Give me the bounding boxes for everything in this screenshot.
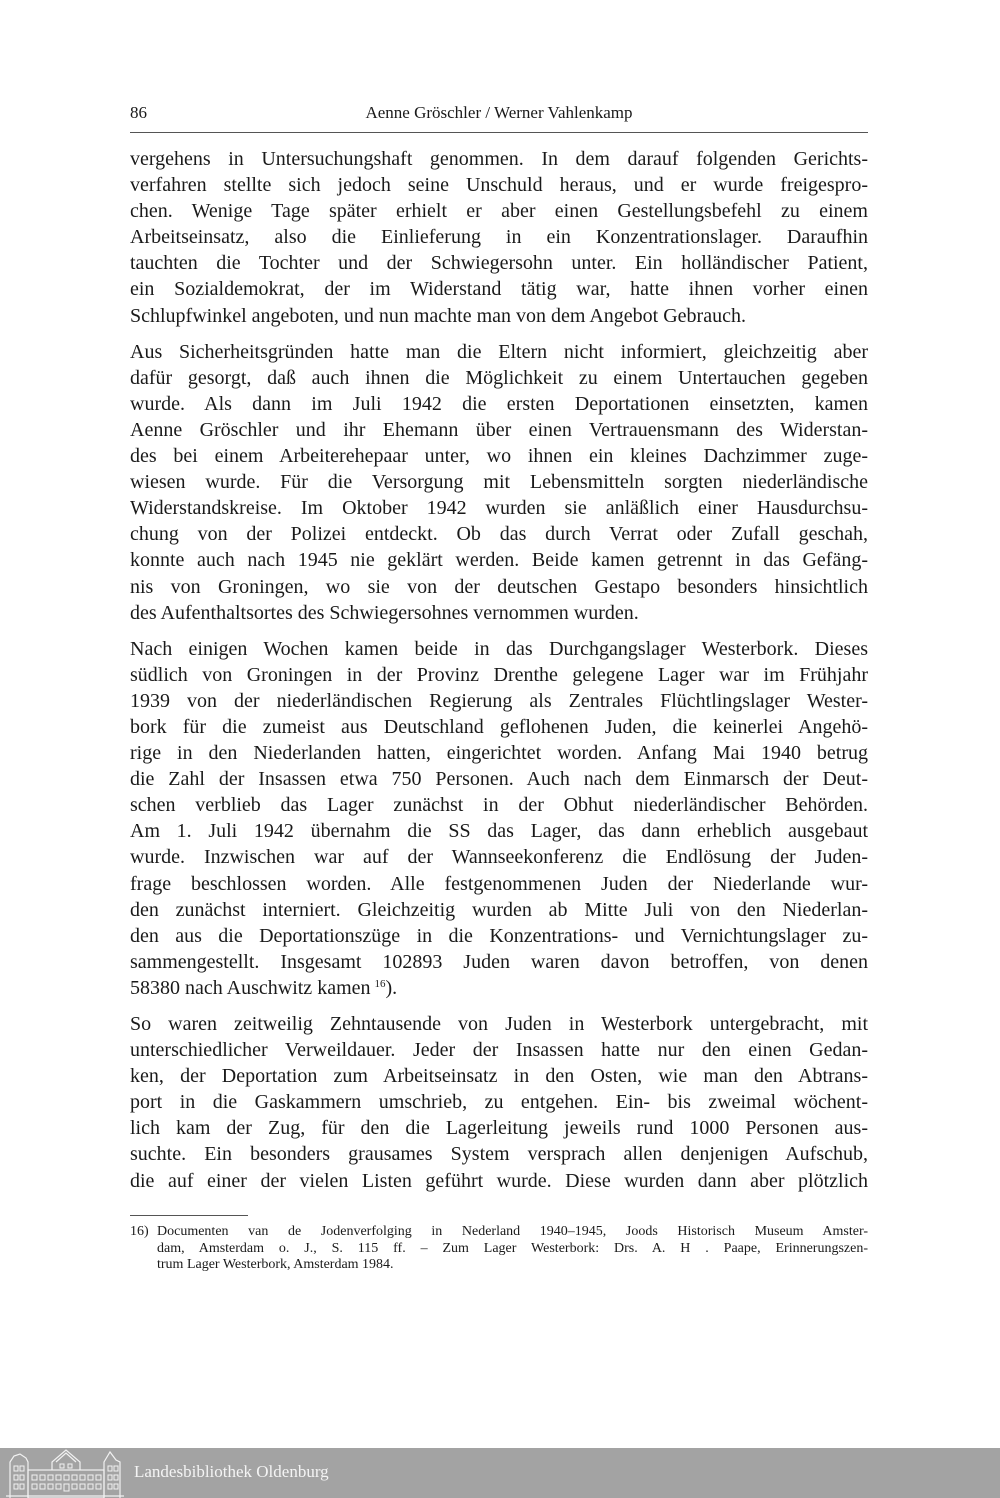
text-line: suchte. Ein besonders grausames System versprach allen denjenigen Aufschub, — [130, 1143, 868, 1166]
footnote-reference[interactable]: 16 — [374, 977, 386, 990]
text-line: port in die Gaskammern umschrieb, zu entgehen. Ein- bis zweimal wöchent- — [130, 1091, 868, 1114]
text-line: Nach einigen Wochen kamen beide in das Durchgangslager Westerbork. Dieses — [130, 637, 868, 660]
text-line: ken, der Deportation zum Arbeitseinsatz in den Osten, wie man den Abtrans- — [130, 1065, 868, 1088]
footnote-16 — [130, 1224, 868, 1274]
text-line: chen. Wenige Tage später erhielt er aber einen Gestellungsbefehl zu einem — [130, 200, 868, 223]
text-line: die auf einer der vielen Listen geführt wurde. Diese wurden dann aber plötzlich — [130, 1169, 868, 1192]
text-line: Am 1. Juli 1942 übernahm die SS das Lager, das dann erheblich ausgebaut — [130, 820, 868, 843]
text-line — [130, 975, 868, 1001]
text-line: wiesen wurde. Für die Versorgung mit Lebensmitteln sorgten niederländische — [130, 471, 868, 494]
paragraph-1 — [130, 146, 868, 329]
text-line: nis von Groningen, wo sie von der deutschen Gestapo besonders hinsichtlich — [130, 575, 868, 598]
paragraph-2 — [130, 339, 868, 626]
text-line: des Aufenthaltsortes des Schwiegersohnes vernommen wurden. — [130, 601, 639, 624]
text-line: Aus Sicherheitsgründen hatte man die Eltern nicht informiert, gleichzeitig aber — [130, 340, 868, 363]
text-line: Widerstandskreise. Im Oktober 1942 wurden sie anläßlich einer Hausdurchsu- — [130, 497, 868, 520]
text-line: So waren zeitweilig Zehntausende von Juden in Westerbork untergebracht, mit — [130, 1013, 868, 1035]
page-header — [130, 100, 868, 133]
text-line: lich kam der Zug, für den die Lagerleitung jeweils rund 1000 Personen aus- — [130, 1117, 868, 1140]
text-line: den aus die Deportationszüge in die Konzentrations- und Vernichtungslager zu- — [130, 924, 868, 947]
text-line: wurde. Als dann im Juli 1942 die ersten Deportationen einsetzten, kamen — [130, 392, 868, 415]
text-line: unterschiedlicher Verweildauer. Jeder der Insassen hatte nur den einen Gedan- — [130, 1039, 868, 1062]
body-text — [130, 146, 868, 1204]
library-building-icon — [6, 1448, 124, 1498]
text-line: vergehens in Untersuchungshaft genommen. In dem darauf folgenden Gerichts- — [130, 148, 868, 170]
text-line: tauchten die Tochter und der Schwiegersohn unter. Ein holländischer Patient, — [130, 252, 868, 275]
text-line: den zunächst interniert. Gleichzeitig wurden ab Mitte Juli von den Niederlan- — [130, 898, 868, 921]
paragraph-3 — [130, 636, 868, 1001]
text-line: ein Sozialdemokrat, der im Widerstand tätig war, hatte ihnen vorher einen — [130, 278, 868, 301]
library-banner — [0, 1448, 1000, 1498]
text-line: rige in den Niederlanden hatten, eingerichtet worden. Anfang Mai 1940 betrug — [130, 742, 868, 765]
text-line: 1939 von der niederländischen Regierung als Zentrales Flüchtlingslager Wester- — [130, 689, 868, 712]
text-line: südlich von Groningen in der Provinz Drenthe gelegene Lager war im Frühjahr — [130, 663, 868, 686]
text-line: Arbeitseinsatz, also die Einlieferung in ein Konzentrationslager. Daraufhin — [130, 226, 868, 249]
footnote-line: trum Lager Westerbork, Amsterdam 1984. — [157, 1257, 394, 1272]
footnote-mark: 16) — [130, 1224, 149, 1239]
footnote-line: dam, Amsterdam o. J., S. 115 ff. – Zum Lager Westerbork: Drs. A. H . Paape, Erinnerungszen- — [157, 1240, 868, 1256]
text-line: Schlupfwinkel angeboten, und nun machte man von dem Angebot Gebrauch. — [130, 304, 746, 327]
text-line: Aenne Gröschler und ihr Ehemann über einen Vertrauensmann des Widerstan- — [130, 418, 868, 441]
text-fragment: 58380 nach Auschwitz kamen — [130, 976, 371, 999]
text-line: wurde. Inzwischen war auf der Wannseekonferenz die Endlösung der Juden- — [130, 846, 868, 869]
text-line: frage beschlossen worden. Alle festgenommenen Juden der Niederlande wur- — [130, 872, 868, 895]
text-line: chung von der Polizei entdeckt. Ob das durch Verrat oder Zufall geschah, — [130, 523, 868, 546]
text-line: konnte auch nach 1945 nie geklärt werden. Beide kamen getrennt in das Gefäng- — [130, 549, 868, 572]
footnote-line: Documenten van de Jodenverfolging in Nederland 1940–1945, Joods Historisch Museum Amster- — [157, 1224, 868, 1239]
text-line: dafür gesorgt, daß auch ihnen die Möglichkeit zu einem Untertauchen gegeben — [130, 366, 868, 389]
library-name: Landesbibliothek Oldenburg — [134, 1462, 329, 1481]
running-head: Aenne Gröschler / Werner Vahlenkamp — [365, 103, 633, 122]
text-line: verfahren stellte sich jedoch seine Unschuld heraus, und er wurde freigespro- — [130, 174, 868, 197]
page-number: 86 — [130, 103, 147, 122]
text-line: des bei einem Arbeiterehepaar unter, wo ihnen ein kleines Dachzimmer zuge- — [130, 445, 868, 468]
text-line: sammengestellt. Insgesamt 102893 Juden waren davon betroffen, von denen — [130, 950, 868, 973]
text-line: bork für die zumeist aus Deutschland geflohenen Juden, die keinerlei Angehö- — [130, 715, 868, 738]
footnotes — [130, 1224, 868, 1274]
text-line: die Zahl der Insassen etwa 750 Personen. Auch nach dem Einmarsch der Deut- — [130, 768, 868, 791]
text-fragment: ). — [385, 976, 398, 999]
paragraph-4 — [130, 1011, 868, 1194]
text-line: schen verblieb das Lager zunächst in der Obhut niederländischer Behörden. — [130, 794, 868, 817]
footnote-divider — [130, 1215, 248, 1216]
